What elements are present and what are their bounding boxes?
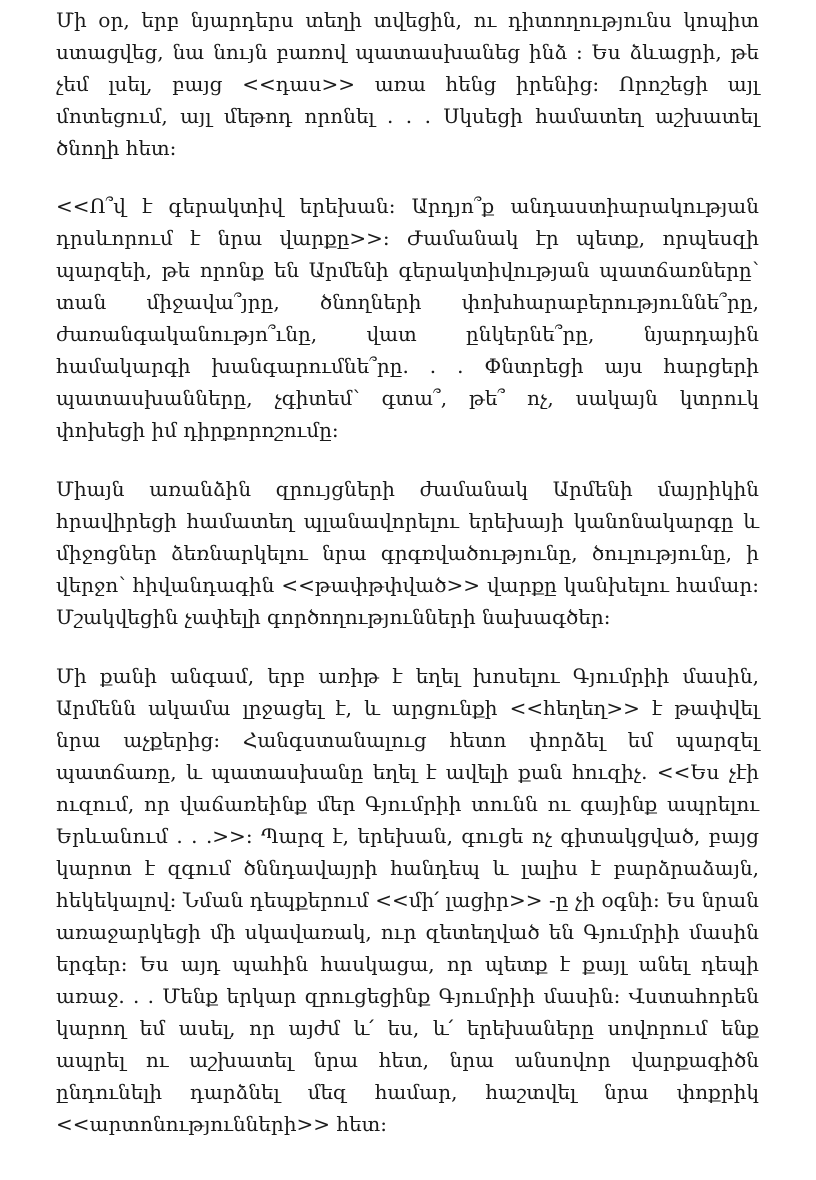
document-body: [56, 0, 759, 1180]
paragraph-4: Մի քանի անգամ, երբ առիթ է եղել խոսելու Գյումրիի մասին, Արմենն ակամա լրջացել է, և արցունքի <<հեղեղ>> է թափվել նրա աչքերից: Հանգստանալուց հետո փորձել եմ պարզել պատճառը, և պատասխանը եղել է ավելի քան հուզիչ. <<Ես չէի ուզում, որ վաճառեինք մեր Գյումրիի տունն ու գայինք ապրելու Երևանում . . .>>: Պարզ է, երեխան, գուցե ոչ գիտակցված, բայց կարոտ է զգում ծննդավայրի հանդեպ և լալիս է բարձրաձայն, հեկեկալով: Նման դեպքերում <<մի՛ լացիր>> -ը չի օգնի: Ես նրան առաջարկեցի մի սկավառակ, ուր զետեղված են Գյումրիի մասին երգեր: Ես այդ պահին հասկացա, որ պետք է քայլ անել դեպի առաջ. . . Մենք երկար զրուցեցինք Գյումրիի մասին: Վստահորեն կարող եմ ասել, որ այժմ և՛ ես, և՛ երեխաները սովորում ենք ապրել ու աշխատել նրա հետ, նրա անսովոր վարքագիծն ընդունելի դարձնել մեզ համար, հաշտվել նրա փոքրիկ <<արտոնությունների>> հետ:: [56, 664, 759, 1136]
paragraph-2: <<Ո՞վ է գերակտիվ երեխան: Արդյո՞ք անդաստիարակության դրսևորում է նրա վարքը>>: Ժամանակ էր պետք, որպեսզի պարզեի, թե որոնք են Արմենի գերակտիվության պատճառները՝ տան միջավա՞յրը, ծնողների փոխհարաբերություննե՞րը, ժառանգականությո՞ւնը, վատ ընկերնե՞րը, նյարդային համակարգի խանգարումնե՞րը. . . Փնտրեցի այս հարցերի պատասխանները, չգիտեմ՝ գտա՞, թե՞ ոչ, սակայն կտրուկ փոխեցի իմ դիրքորոշումը:: [56, 194, 759, 442]
paragraph-3: Միայն առանձին զրույցների ժամանակ Արմենի մայրիկին հրավիրեցի համատեղ պլանավորելու երեխայի կանոնակարգը և միջոցներ ձեռնարկելու նրա գրգռվածությունը, ծուլությունը, ի վերջո՝ հիվանդագին <<թափթփված>> վարքը կանխելու համար: Մշակվեցին չափելի գործողությունների նախագծեր:: [56, 477, 759, 629]
paragraph-1: Մի օր, երբ նյարդերս տեղի տվեցին, ու դիտողությունս կոպիտ ստացվեց, նա նույն բառով պատասխանեց ինձ : Ես ձևացրի, թե չեմ լսել, բայց <<դաս>> առա հենց իրենից: Որոշեցի այլ մոտեցում, այլ մեթոդ որոնել . . . Սկսեցի համատեղ աշխատել ծնողի հետ:: [56, 8, 759, 160]
